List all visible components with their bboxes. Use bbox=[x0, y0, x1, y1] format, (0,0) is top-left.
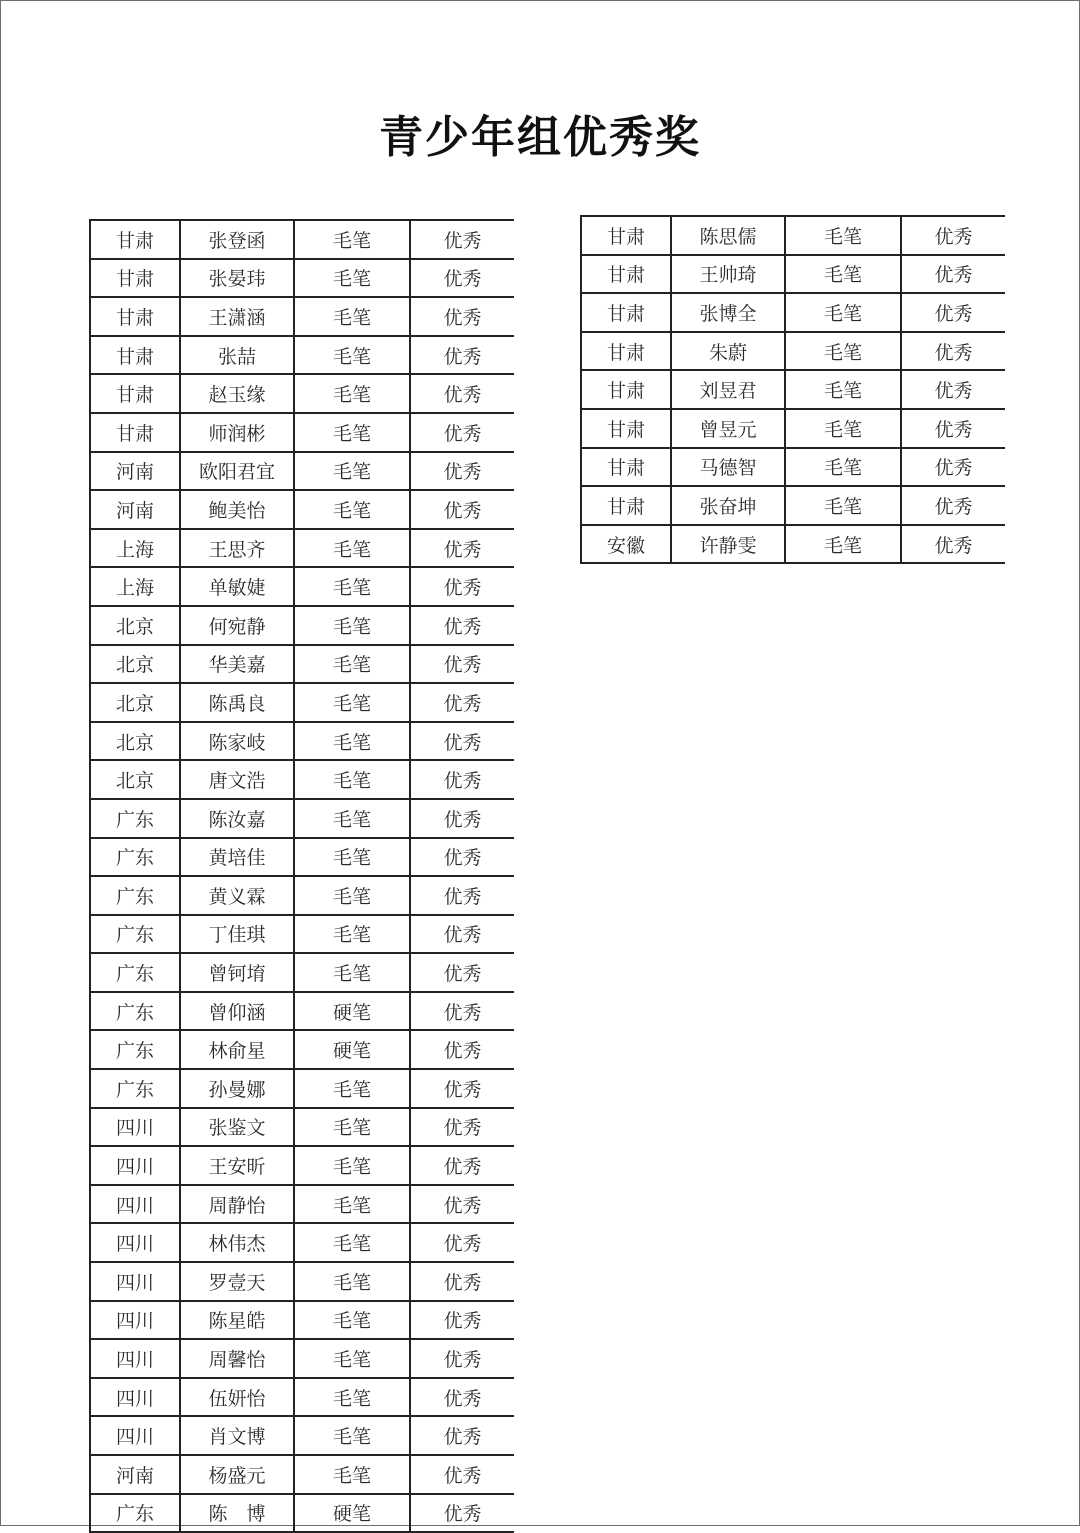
name-cell: 曾钶堉 bbox=[180, 953, 294, 992]
award-cell: 优秀 bbox=[410, 529, 514, 568]
table-row bbox=[90, 722, 514, 761]
table-row bbox=[90, 1185, 514, 1224]
award-cell: 优秀 bbox=[410, 336, 514, 375]
award-cell: 优秀 bbox=[410, 490, 514, 529]
table-row bbox=[90, 490, 514, 529]
award-cell: 优秀 bbox=[410, 452, 514, 491]
category-cell: 毛笔 bbox=[785, 370, 901, 409]
page-title: 青少年组优秀奖 bbox=[379, 112, 701, 163]
province-cell: 四川 bbox=[90, 1223, 180, 1262]
name-cell: 林俞星 bbox=[180, 1030, 294, 1069]
table-row bbox=[90, 876, 514, 915]
province-cell: 甘肃 bbox=[581, 332, 671, 371]
name-cell: 王帅琦 bbox=[671, 255, 785, 294]
name-cell: 王潇涵 bbox=[180, 297, 294, 336]
category-cell: 毛笔 bbox=[294, 1108, 410, 1147]
award-cell: 优秀 bbox=[410, 1146, 514, 1185]
award-cell: 优秀 bbox=[410, 259, 514, 298]
table-row bbox=[90, 606, 514, 645]
province-cell: 广东 bbox=[90, 876, 180, 915]
name-cell: 林伟杰 bbox=[180, 1223, 294, 1262]
name-cell: 陈禹良 bbox=[180, 683, 294, 722]
province-cell: 北京 bbox=[90, 606, 180, 645]
table-row bbox=[581, 448, 1005, 487]
table-row bbox=[90, 259, 514, 298]
award-cell: 优秀 bbox=[410, 606, 514, 645]
category-cell: 毛笔 bbox=[294, 799, 410, 838]
province-cell: 甘肃 bbox=[581, 293, 671, 332]
category-cell: 毛笔 bbox=[294, 297, 410, 336]
table-row bbox=[90, 1108, 514, 1147]
award-cell: 优秀 bbox=[901, 332, 1005, 371]
name-cell: 师润彬 bbox=[180, 413, 294, 452]
category-cell: 毛笔 bbox=[294, 838, 410, 877]
table-row bbox=[90, 1146, 514, 1185]
province-cell: 河南 bbox=[90, 1455, 180, 1494]
province-cell: 广东 bbox=[90, 1069, 180, 1108]
award-table-left bbox=[89, 219, 514, 1533]
name-cell: 马德智 bbox=[671, 448, 785, 487]
table-row bbox=[90, 1378, 514, 1417]
table-row bbox=[90, 1223, 514, 1262]
name-cell: 朱蔚 bbox=[671, 332, 785, 371]
category-cell: 毛笔 bbox=[294, 722, 410, 761]
name-cell: 王思齐 bbox=[180, 529, 294, 568]
province-cell: 甘肃 bbox=[581, 409, 671, 448]
province-cell: 甘肃 bbox=[90, 413, 180, 452]
category-cell: 毛笔 bbox=[294, 259, 410, 298]
category-cell: 毛笔 bbox=[294, 1416, 410, 1455]
category-cell: 毛笔 bbox=[294, 413, 410, 452]
name-cell: 何宛静 bbox=[180, 606, 294, 645]
award-cell: 优秀 bbox=[410, 838, 514, 877]
award-cell: 优秀 bbox=[901, 293, 1005, 332]
table-row bbox=[90, 953, 514, 992]
province-cell: 四川 bbox=[90, 1185, 180, 1224]
category-cell: 毛笔 bbox=[294, 452, 410, 491]
category-cell: 毛笔 bbox=[294, 567, 410, 606]
name-cell: 杨盛元 bbox=[180, 1455, 294, 1494]
province-cell: 广东 bbox=[90, 799, 180, 838]
award-cell: 优秀 bbox=[410, 799, 514, 838]
category-cell: 毛笔 bbox=[294, 374, 410, 413]
table-row bbox=[90, 297, 514, 336]
award-cell: 优秀 bbox=[410, 722, 514, 761]
category-cell: 毛笔 bbox=[294, 529, 410, 568]
table-row bbox=[90, 799, 514, 838]
category-cell: 毛笔 bbox=[294, 1185, 410, 1224]
province-cell: 四川 bbox=[90, 1339, 180, 1378]
category-cell: 毛笔 bbox=[294, 1146, 410, 1185]
table-row bbox=[90, 452, 514, 491]
name-cell: 王安昕 bbox=[180, 1146, 294, 1185]
category-cell: 毛笔 bbox=[785, 525, 901, 564]
name-cell: 张晏玮 bbox=[180, 259, 294, 298]
award-cell: 优秀 bbox=[410, 220, 514, 259]
name-cell: 华美嘉 bbox=[180, 645, 294, 684]
name-cell: 陈 博 bbox=[180, 1494, 294, 1533]
category-cell: 硬笔 bbox=[294, 992, 410, 1031]
province-cell: 四川 bbox=[90, 1378, 180, 1417]
award-cell: 优秀 bbox=[410, 297, 514, 336]
category-cell: 毛笔 bbox=[294, 606, 410, 645]
table-row bbox=[90, 760, 514, 799]
name-cell: 曾仰涵 bbox=[180, 992, 294, 1031]
province-cell: 河南 bbox=[90, 452, 180, 491]
province-cell: 广东 bbox=[90, 915, 180, 954]
province-cell: 甘肃 bbox=[581, 486, 671, 525]
province-cell: 安徽 bbox=[581, 525, 671, 564]
award-cell: 优秀 bbox=[410, 1416, 514, 1455]
province-cell: 广东 bbox=[90, 992, 180, 1031]
province-cell: 甘肃 bbox=[581, 370, 671, 409]
province-cell: 北京 bbox=[90, 683, 180, 722]
table-row bbox=[90, 336, 514, 375]
award-cell: 优秀 bbox=[410, 374, 514, 413]
name-cell: 单敏婕 bbox=[180, 567, 294, 606]
province-cell: 广东 bbox=[90, 1030, 180, 1069]
category-cell: 硬笔 bbox=[294, 1030, 410, 1069]
award-cell: 优秀 bbox=[901, 216, 1005, 255]
name-cell: 黄培佳 bbox=[180, 838, 294, 877]
award-cell: 优秀 bbox=[410, 1223, 514, 1262]
category-cell: 毛笔 bbox=[294, 1262, 410, 1301]
table-row bbox=[90, 1494, 514, 1533]
award-cell: 优秀 bbox=[410, 413, 514, 452]
table-row bbox=[90, 1416, 514, 1455]
name-cell: 伍妍怡 bbox=[180, 1378, 294, 1417]
name-cell: 丁佳琪 bbox=[180, 915, 294, 954]
award-cell: 优秀 bbox=[901, 370, 1005, 409]
name-cell: 孙曼娜 bbox=[180, 1069, 294, 1108]
category-cell: 毛笔 bbox=[294, 490, 410, 529]
award-cell: 优秀 bbox=[901, 255, 1005, 294]
award-cell: 优秀 bbox=[410, 645, 514, 684]
province-cell: 甘肃 bbox=[581, 448, 671, 487]
award-cell: 优秀 bbox=[410, 683, 514, 722]
province-cell: 广东 bbox=[90, 1494, 180, 1533]
province-cell: 北京 bbox=[90, 645, 180, 684]
name-cell: 许静雯 bbox=[671, 525, 785, 564]
category-cell: 毛笔 bbox=[294, 336, 410, 375]
table-row bbox=[581, 525, 1005, 564]
province-cell: 甘肃 bbox=[90, 220, 180, 259]
table-row bbox=[90, 838, 514, 877]
province-cell: 甘肃 bbox=[90, 374, 180, 413]
table-row bbox=[90, 220, 514, 259]
table-row bbox=[90, 683, 514, 722]
award-cell: 优秀 bbox=[901, 486, 1005, 525]
name-cell: 曾昱元 bbox=[671, 409, 785, 448]
award-cell: 优秀 bbox=[901, 409, 1005, 448]
award-cell: 优秀 bbox=[410, 1108, 514, 1147]
table-row bbox=[90, 1262, 514, 1301]
name-cell: 陈家岐 bbox=[180, 722, 294, 761]
table-row bbox=[581, 216, 1005, 255]
category-cell: 毛笔 bbox=[785, 486, 901, 525]
award-cell: 优秀 bbox=[901, 525, 1005, 564]
table-row bbox=[581, 370, 1005, 409]
province-cell: 甘肃 bbox=[90, 259, 180, 298]
category-cell: 毛笔 bbox=[785, 293, 901, 332]
province-cell: 上海 bbox=[90, 529, 180, 568]
award-cell: 优秀 bbox=[410, 1455, 514, 1494]
table-row bbox=[90, 1339, 514, 1378]
name-cell: 陈星皓 bbox=[180, 1301, 294, 1340]
category-cell: 毛笔 bbox=[294, 876, 410, 915]
name-cell: 赵玉缘 bbox=[180, 374, 294, 413]
category-cell: 毛笔 bbox=[294, 1378, 410, 1417]
category-cell: 毛笔 bbox=[785, 332, 901, 371]
province-cell: 甘肃 bbox=[581, 255, 671, 294]
category-cell: 硬笔 bbox=[294, 1494, 410, 1533]
province-cell: 甘肃 bbox=[581, 216, 671, 255]
table-row bbox=[90, 567, 514, 606]
category-cell: 毛笔 bbox=[785, 216, 901, 255]
name-cell: 唐文浩 bbox=[180, 760, 294, 799]
province-cell: 甘肃 bbox=[90, 297, 180, 336]
name-cell: 黄义霖 bbox=[180, 876, 294, 915]
province-cell: 广东 bbox=[90, 838, 180, 877]
table-row bbox=[90, 529, 514, 568]
province-cell: 四川 bbox=[90, 1262, 180, 1301]
name-cell: 张鉴文 bbox=[180, 1108, 294, 1147]
award-cell: 优秀 bbox=[410, 1494, 514, 1533]
category-cell: 毛笔 bbox=[294, 1069, 410, 1108]
award-cell: 优秀 bbox=[410, 1030, 514, 1069]
name-cell: 张奋坤 bbox=[671, 486, 785, 525]
award-cell: 优秀 bbox=[410, 1069, 514, 1108]
award-cell: 优秀 bbox=[410, 760, 514, 799]
table-row bbox=[90, 374, 514, 413]
province-cell: 四川 bbox=[90, 1108, 180, 1147]
table-row bbox=[90, 1301, 514, 1340]
table-row bbox=[90, 992, 514, 1031]
table-row bbox=[90, 645, 514, 684]
category-cell: 毛笔 bbox=[294, 1223, 410, 1262]
award-cell: 优秀 bbox=[410, 992, 514, 1031]
table-row bbox=[581, 293, 1005, 332]
name-cell: 陈思儒 bbox=[671, 216, 785, 255]
province-cell: 四川 bbox=[90, 1416, 180, 1455]
province-cell: 北京 bbox=[90, 722, 180, 761]
name-cell: 罗壹天 bbox=[180, 1262, 294, 1301]
table-row bbox=[90, 915, 514, 954]
category-cell: 毛笔 bbox=[294, 1455, 410, 1494]
table-row bbox=[90, 1069, 514, 1108]
award-cell: 优秀 bbox=[410, 953, 514, 992]
province-cell: 甘肃 bbox=[90, 336, 180, 375]
table-row bbox=[90, 413, 514, 452]
award-cell: 优秀 bbox=[410, 1339, 514, 1378]
award-cell: 优秀 bbox=[410, 915, 514, 954]
award-cell: 优秀 bbox=[410, 1301, 514, 1340]
table-row bbox=[581, 486, 1005, 525]
province-cell: 北京 bbox=[90, 760, 180, 799]
name-cell: 周馨怡 bbox=[180, 1339, 294, 1378]
category-cell: 毛笔 bbox=[294, 645, 410, 684]
award-cell: 优秀 bbox=[410, 567, 514, 606]
category-cell: 毛笔 bbox=[294, 953, 410, 992]
name-cell: 陈汝嘉 bbox=[180, 799, 294, 838]
category-cell: 毛笔 bbox=[294, 683, 410, 722]
name-cell: 鲍美怡 bbox=[180, 490, 294, 529]
name-cell: 张喆 bbox=[180, 336, 294, 375]
name-cell: 欧阳君宜 bbox=[180, 452, 294, 491]
table-row bbox=[581, 409, 1005, 448]
province-cell: 上海 bbox=[90, 567, 180, 606]
award-table-right bbox=[580, 215, 1005, 564]
name-cell: 张登函 bbox=[180, 220, 294, 259]
category-cell: 毛笔 bbox=[294, 760, 410, 799]
award-cell: 优秀 bbox=[410, 1185, 514, 1224]
award-cell: 优秀 bbox=[410, 1378, 514, 1417]
award-cell: 优秀 bbox=[901, 448, 1005, 487]
province-cell: 四川 bbox=[90, 1301, 180, 1340]
category-cell: 毛笔 bbox=[785, 255, 901, 294]
category-cell: 毛笔 bbox=[785, 409, 901, 448]
province-cell: 河南 bbox=[90, 490, 180, 529]
name-cell: 肖文博 bbox=[180, 1416, 294, 1455]
category-cell: 毛笔 bbox=[785, 448, 901, 487]
category-cell: 毛笔 bbox=[294, 915, 410, 954]
category-cell: 毛笔 bbox=[294, 1339, 410, 1378]
category-cell: 毛笔 bbox=[294, 1301, 410, 1340]
province-cell: 广东 bbox=[90, 953, 180, 992]
category-cell: 毛笔 bbox=[294, 220, 410, 259]
table-row bbox=[90, 1455, 514, 1494]
name-cell: 周静怡 bbox=[180, 1185, 294, 1224]
award-cell: 优秀 bbox=[410, 1262, 514, 1301]
table-row bbox=[90, 1030, 514, 1069]
name-cell: 张博全 bbox=[671, 293, 785, 332]
province-cell: 四川 bbox=[90, 1146, 180, 1185]
table-row bbox=[581, 332, 1005, 371]
award-cell: 优秀 bbox=[410, 876, 514, 915]
name-cell: 刘昱君 bbox=[671, 370, 785, 409]
table-row bbox=[581, 255, 1005, 294]
